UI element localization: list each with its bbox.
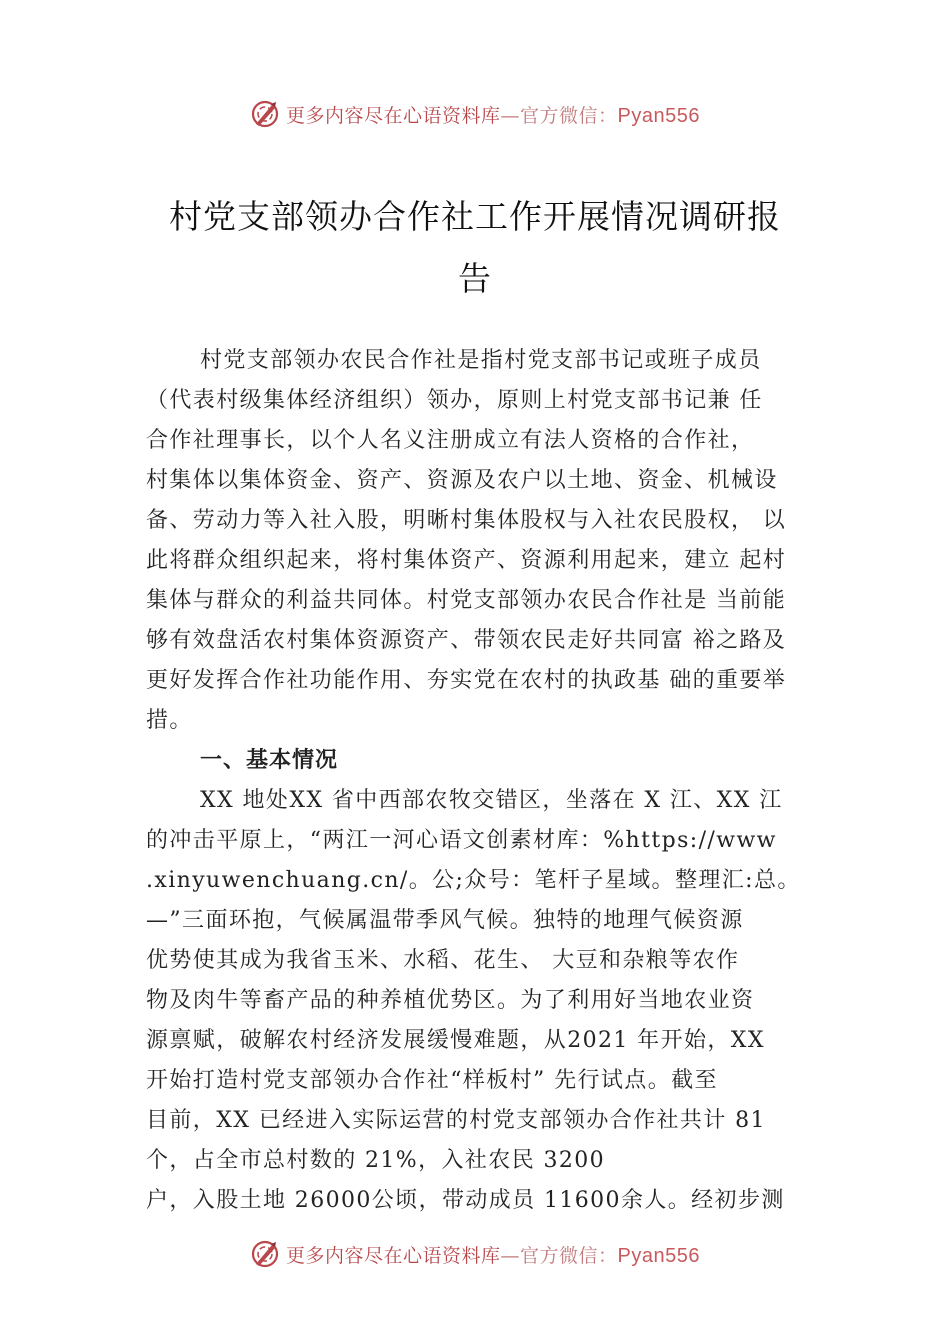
brush-logo-icon [250, 99, 280, 129]
title-line-2: 告 [458, 259, 492, 298]
body-line: 优势使其成为我省玉米、水稻、花生、 大豆和杂粮等农作 [146, 948, 740, 973]
body-line: 源禀赋，破解农村经济发展缓慢难题，从2021 年开始，XX [146, 1028, 765, 1053]
body-line: 物及肉牛等畜产品的种养植优势区。为了利用好当地农业资 [146, 988, 755, 1013]
section-heading: 一、基本情况 [200, 748, 339, 773]
banner-wechat-label: 官方微信： [520, 1244, 618, 1267]
body-line: —”三面环抱，气候属温带季风气候。独特的地理气候资源 [146, 908, 744, 933]
body-line: 目前，XX 已经进入实际运营的村党支部领办合作社共计 81 [146, 1108, 766, 1133]
header-banner [0, 94, 950, 134]
banner-separator: — [500, 104, 521, 127]
document-title [150, 186, 800, 310]
banner-text [286, 101, 700, 128]
body-line: 开始打造村党支部领办合作社“样板村” 先行试点。截至 [146, 1068, 718, 1093]
body-line: 集体与群众的利益共同体。村党支部领办农民合作社是 当前能 [146, 588, 787, 613]
body-line: 合作社理事长，以个人名义注册成立有法人资格的合作社， [146, 428, 755, 453]
banner-text [286, 1241, 700, 1268]
body-line: 的冲击平原上，“两江一河心语文创素材库：%https://www [146, 828, 777, 853]
body-line: 措。 [146, 708, 193, 733]
body-line: 村党支部领办农民合作社是指村党支部书记或班子成员 [200, 348, 762, 373]
banner-wechat-id: Pyan556 [617, 104, 700, 127]
brush-logo-icon [250, 1239, 280, 1269]
body-line: 个，占全市总村数的 21%，入社农民 3200 [146, 1148, 606, 1173]
footer-banner [0, 1234, 950, 1274]
body-line: 更好发挥合作社功能作用、夯实党在农村的执政基 础的重要举 [146, 668, 787, 693]
banner-site-name: 更多内容尽在心语资料库 [286, 1244, 501, 1267]
body-line: 此将群众组织起来，将村集体资产、资源利用起来，建立 起村 [146, 548, 787, 573]
body-line: 备、劳动力等入社入股，明晰村集体股权与入社农民股权， 以 [146, 508, 787, 533]
banner-wechat-id: Pyan556 [617, 1244, 700, 1267]
body-line: 村集体以集体资金、资产、资源及农户以土地、资金、机械设 [146, 468, 778, 493]
title-line-1: 村党支部领办合作社工作开展情况调研报 [169, 197, 781, 236]
banner-wechat-label: 官方微信： [520, 104, 618, 127]
banner-site-name: 更多内容尽在心语资料库 [286, 104, 501, 127]
document-body [146, 341, 826, 1221]
body-line: 够有效盘活农村集体资源资产、带领农民走好共同富 裕之路及 [146, 628, 787, 653]
banner-separator: — [500, 1244, 521, 1267]
body-line: （代表村级集体经济组织）领办，原则上村党支部书记兼 任 [146, 388, 763, 413]
body-line: XX 地处XX 省中西部农牧交错区，坐落在 X 江、XX 江 [200, 788, 783, 813]
body-line: 户，入股土地 26000公顷，带动成员 11600余人。经初步测 [146, 1188, 785, 1213]
body-line: .xinyuwenchuang.cn/。公;众号：笔杆子星域。整理汇:总。 [146, 868, 801, 893]
